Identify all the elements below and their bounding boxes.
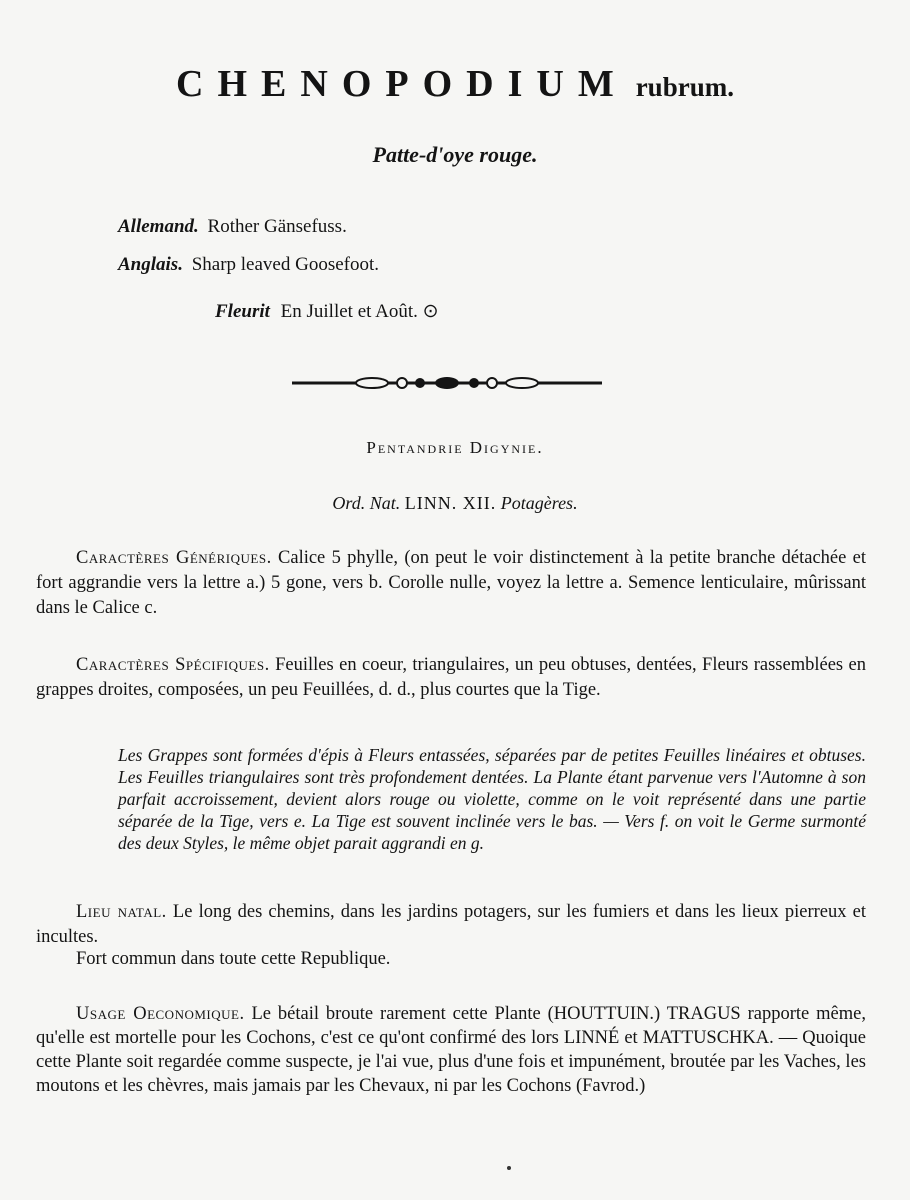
french-common-name: Patte-d'oye rouge.: [372, 142, 538, 167]
section-text: Calice 5 phylle, (on peut le voir distinctement à la petite branche détachée et fort aggrandie vers la lettre a.) 5 gone, vers b. Corolle nulle, voyez la lettre a. Semence lenticulaire, mûrissant dans le Calice c.: [36, 548, 866, 618]
generic-characters-paragraph: [36, 546, 866, 621]
economic-use-paragraph: [36, 1002, 866, 1098]
family-name: Potagères.: [500, 493, 578, 513]
natural-order: [0, 493, 910, 514]
page-mark: [507, 1166, 511, 1170]
section-heading: Caractères Génériques.: [76, 548, 272, 568]
title-genus: CHENOPODIUM: [176, 63, 628, 105]
language-label: Anglais.: [118, 254, 183, 275]
ord-nat-label: Ord. Nat.: [332, 493, 401, 513]
section-text: Feuilles en coeur, triangulaires, un peu obtuses, dentées, Fleurs rassemblées en grappes droites, composées, un peu Feuillées, d. d., plus courtes que la Tige.: [36, 655, 866, 700]
habitat-paragraph: [36, 900, 866, 950]
section-heading: Caractères Spécifiques.: [76, 655, 270, 675]
common-name-text: Rother Gänsefuss.: [207, 216, 347, 237]
specific-characters-paragraph: [36, 653, 866, 703]
page-title: [0, 62, 910, 106]
linn-reference: LINN. XII.: [404, 493, 497, 513]
common-name-english: [118, 254, 379, 292]
flowering-period: [215, 300, 439, 323]
section-heading: Lieu natal.: [76, 902, 167, 922]
section-heading: Usage Oeconomique.: [76, 1004, 245, 1024]
section-text: Le bétail broute rarement cette Plante (HOUTTUIN.) TRAGUS rapporte même, qu'elle est mortelle pour les Cochons, c'est ce qu'ont confirmé des lors LINNÉ et MATTUSCHKA. — Quoique cette Plante soit regardée comme suspecte, je l'ai vue, plus d'une fois et impunément, broutée par les Vaches, les moutons et les chèvres, mais jamais par les Chevaux, ni par les Cochons (Favrod.): [36, 1004, 866, 1096]
section-text: Le long des chemins, dans les jardins potagers, sur les fumiers et dans les lieux pierreux et incultes.: [36, 902, 866, 947]
language-label: Allemand.: [118, 216, 199, 237]
common-names-list: [118, 216, 379, 292]
flowering-label: Fleurit: [215, 301, 270, 322]
common-name-text: Sharp leaved Goosefoot.: [191, 254, 380, 275]
linnaean-class: Pentandrie Digynie.: [366, 438, 544, 457]
ornamental-divider: [292, 372, 602, 394]
habitat-note: Fort commun dans toute cette Republique.: [76, 949, 391, 969]
description-paragraph: Les Grappes sont formées d'épis à Fleurs entassées, séparées par de petites Feuilles linéaires et obtuses. Les Feuilles triangulaires sont très profondement dentées. La Plante étant parvenue vers l'Automne à son parfait accroissement, devient alors rouge ou violette, comme on le voit représenté dans une partie séparée de la Tige, vers e. La Tige est souvent inclinée vers le bas. — Vers f. on voit le Germe surmonté des deux Styles, le même objet parait aggrandi en g.: [118, 745, 866, 853]
common-name-german: [118, 216, 379, 254]
title-species: rubrum.: [635, 72, 734, 102]
flowering-text: En Juillet et Août. ⊙: [280, 301, 439, 322]
